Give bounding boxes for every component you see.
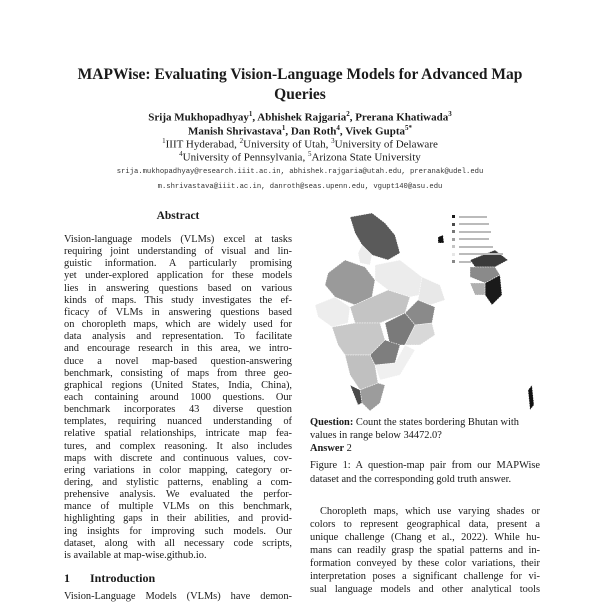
- abstract-line: graphical regions (United States, India, China),: [64, 379, 292, 391]
- affiliation: University of Delaware: [334, 138, 438, 151]
- author-sup: 2: [346, 110, 350, 118]
- affiliation-line-2: $^4$University of Pennsylvania, $^5$Arizona State University: [179, 150, 421, 164]
- abstract-line: ficacy of VLMs in answering questions based: [64, 306, 292, 318]
- legend-entry: [452, 229, 491, 234]
- affiliation: University of Utah: [243, 138, 326, 151]
- abstract-line: highlighting gaps in their abilities, and provid-: [64, 513, 292, 525]
- section-number: 1: [64, 571, 70, 585]
- author-sup: 5*: [404, 124, 412, 132]
- abstract-line: tures, and complex reasoning. It also includes: [64, 440, 292, 452]
- paragraph-line: Choropleth maps, which use varying shades or: [320, 506, 540, 517]
- author-line-2: Manish Shrivastava$^1$, Dan Roth$^4$, Vivek Gupta$^{5*}$: [188, 124, 412, 138]
- legend-label-illegible: [459, 253, 503, 255]
- paper-title-line-2: Queries: [274, 86, 326, 103]
- legend-label-illegible: [459, 223, 489, 225]
- email-line-1: srija.mukhopadhyay@research.iiit.ac.in, abhishek.rajgaria@utah.edu, preranak@udel.edu: [116, 168, 484, 176]
- question-label: Question:: [310, 417, 354, 428]
- abstract-line: mance of multiple VLMs on this benchmark,: [64, 501, 292, 513]
- legend-entry: [452, 252, 503, 257]
- legend-swatch: [452, 215, 455, 218]
- abstract-line: yet under-explored application for these models: [64, 270, 292, 282]
- region-sikkim: [438, 235, 444, 243]
- answer-value: 2: [346, 443, 352, 454]
- region-north: [350, 213, 400, 260]
- legend-swatch: [452, 223, 455, 226]
- legend-label-illegible: [459, 238, 489, 240]
- figure-answer: [310, 443, 540, 455]
- region-gujarat: [315, 297, 350, 327]
- question-text: Count the states bordering Bhutan with: [355, 417, 519, 428]
- abstract-line: each containing around 1000 questions. Our: [64, 391, 292, 403]
- abstract-line: is available at map-wise.github.io.: [64, 549, 207, 561]
- abstract-line: maps with discrete and continuous values, cov-: [64, 452, 292, 464]
- section-heading: Introduction: [90, 571, 156, 585]
- aff-sup: 4: [179, 150, 183, 158]
- region-bihar: [418, 277, 445, 305]
- legend-label-illegible: [459, 261, 471, 263]
- paragraph-line: mans can readily grasp the spatial patterns and in-: [310, 545, 540, 556]
- abstract-line: prehensive analysis. We evaluated the perfor-: [64, 489, 292, 501]
- abstract-line: benchmark incorporates 43 diverse question: [64, 404, 292, 416]
- abstract-line: dataset, along with all necessary code scripts,: [64, 537, 292, 549]
- aff-sup: 1: [162, 137, 166, 145]
- region-ne-4: [470, 283, 485, 295]
- legend-label-illegible: [459, 216, 487, 218]
- legend-swatch: [452, 260, 455, 263]
- abstract-line: on choropleth maps, which are widely used for: [64, 319, 292, 331]
- paragraph-line: interpretation poses a significant challenge for vi-: [310, 571, 540, 582]
- legend-entry: [452, 214, 487, 219]
- author-sup: 1: [248, 110, 253, 118]
- aff-sup: 5: [307, 150, 312, 158]
- abstract-line: dering, and stylistic patterns, enabling a com-: [64, 477, 292, 488]
- abstract-line: benchmark, consisting of maps from three geo-: [64, 367, 292, 379]
- author-line-1: Srija Mukhopadhyay$^1$, Abhishek Rajgaria$^2$, Prerana Khatiwada$^3$: [148, 110, 452, 124]
- legend-entry: [452, 259, 471, 264]
- paragraph-line: sual language models and other analytical tools: [310, 584, 540, 595]
- legend-swatch: [452, 230, 455, 233]
- legend-entry: [452, 222, 489, 227]
- legend-entry: [452, 237, 489, 242]
- author: Manish Shrivastava: [188, 125, 282, 138]
- figure-caption-line-1: Figure 1: A question-map pair from our MAPWise: [310, 460, 540, 471]
- legend-label-illegible: [459, 246, 493, 248]
- aff-sup: 3: [331, 137, 335, 145]
- figure-caption-line-2: dataset and the corresponding gold truth answer.: [310, 474, 512, 485]
- abstract-line: data analysis and representation. To facilitate: [64, 331, 292, 343]
- aff-sup: 2: [239, 137, 244, 145]
- paragraph-line: unique challenge (Chang et al., 2022). While hu-: [310, 532, 540, 543]
- abstract-line: guistic information. A particularly promising: [64, 258, 292, 270]
- legend-label-illegible: [459, 231, 491, 233]
- abstract-line: ing insights for improving such models. Our: [64, 525, 292, 537]
- abstract-line: ering variations in color mapping, category or-: [64, 464, 292, 476]
- paper-title-line-1: MAPWise: Evaluating Vision-Language Models for Advanced Map: [77, 66, 523, 83]
- affiliation-line-1: $^1$IIIT Hyderabad, $^2$University of Utah, $^3$University of Delaware: [162, 137, 438, 151]
- abstract-line: lies in answering questions based on various: [64, 282, 292, 294]
- email-line-2: m.shrivastava@iiit.ac.in, danroth@seas.upenn.edu, vgupt140@asu.edu: [157, 183, 443, 191]
- author: Prerana Khatiwada: [355, 111, 449, 124]
- author: Abhishek Rajgaria: [257, 111, 347, 124]
- paragraph-line: formation conveyed by these color variations, their: [310, 558, 540, 569]
- abstract-line: Vision-language models (VLMs) excel at tasks: [64, 234, 292, 245]
- abstract-line: kinds of maps. This study investigates the ef-: [64, 294, 292, 306]
- legend-swatch: [452, 245, 455, 248]
- author-sup: 1: [281, 124, 286, 132]
- affiliation: University of Pennsylvania: [182, 151, 303, 164]
- abstract-heading: Abstract: [156, 210, 200, 222]
- figure-question: [310, 417, 540, 429]
- legend-entry: [452, 244, 493, 249]
- paragraph-line: colors to represent geographical data, present a: [310, 519, 540, 530]
- figure-question-cont: values in range below 34472.0?: [310, 430, 442, 441]
- affiliation: IIIT Hyderabad: [165, 138, 235, 151]
- author-sup: 3: [448, 110, 452, 118]
- author-sup: 4: [336, 124, 340, 132]
- intro-first-line: Vision-Language Models (VLMs) have demon-: [64, 591, 292, 602]
- abstract-line: templates, requiring nuanced understanding of: [64, 416, 292, 428]
- legend-swatch: [452, 238, 455, 241]
- abstract-line: duce a novel map-based question-answering: [64, 355, 292, 367]
- region-islands: [528, 385, 534, 410]
- abstract-line: relative spatial relationships, intricate map fea-: [64, 428, 292, 440]
- abstract-line: and encourage research in this area, we intro-: [64, 343, 292, 355]
- affiliation: Arizona State University: [311, 151, 421, 164]
- author: Vivek Gupta: [345, 125, 405, 138]
- answer-label: Answer: [310, 443, 345, 454]
- india-choropleth-map: [310, 205, 550, 415]
- author: Dan Roth: [290, 125, 337, 138]
- abstract-line: requiring joint understanding of visual and lin-: [64, 246, 292, 258]
- author: Srija Mukhopadhyay: [148, 111, 249, 124]
- legend-swatch: [452, 253, 455, 256]
